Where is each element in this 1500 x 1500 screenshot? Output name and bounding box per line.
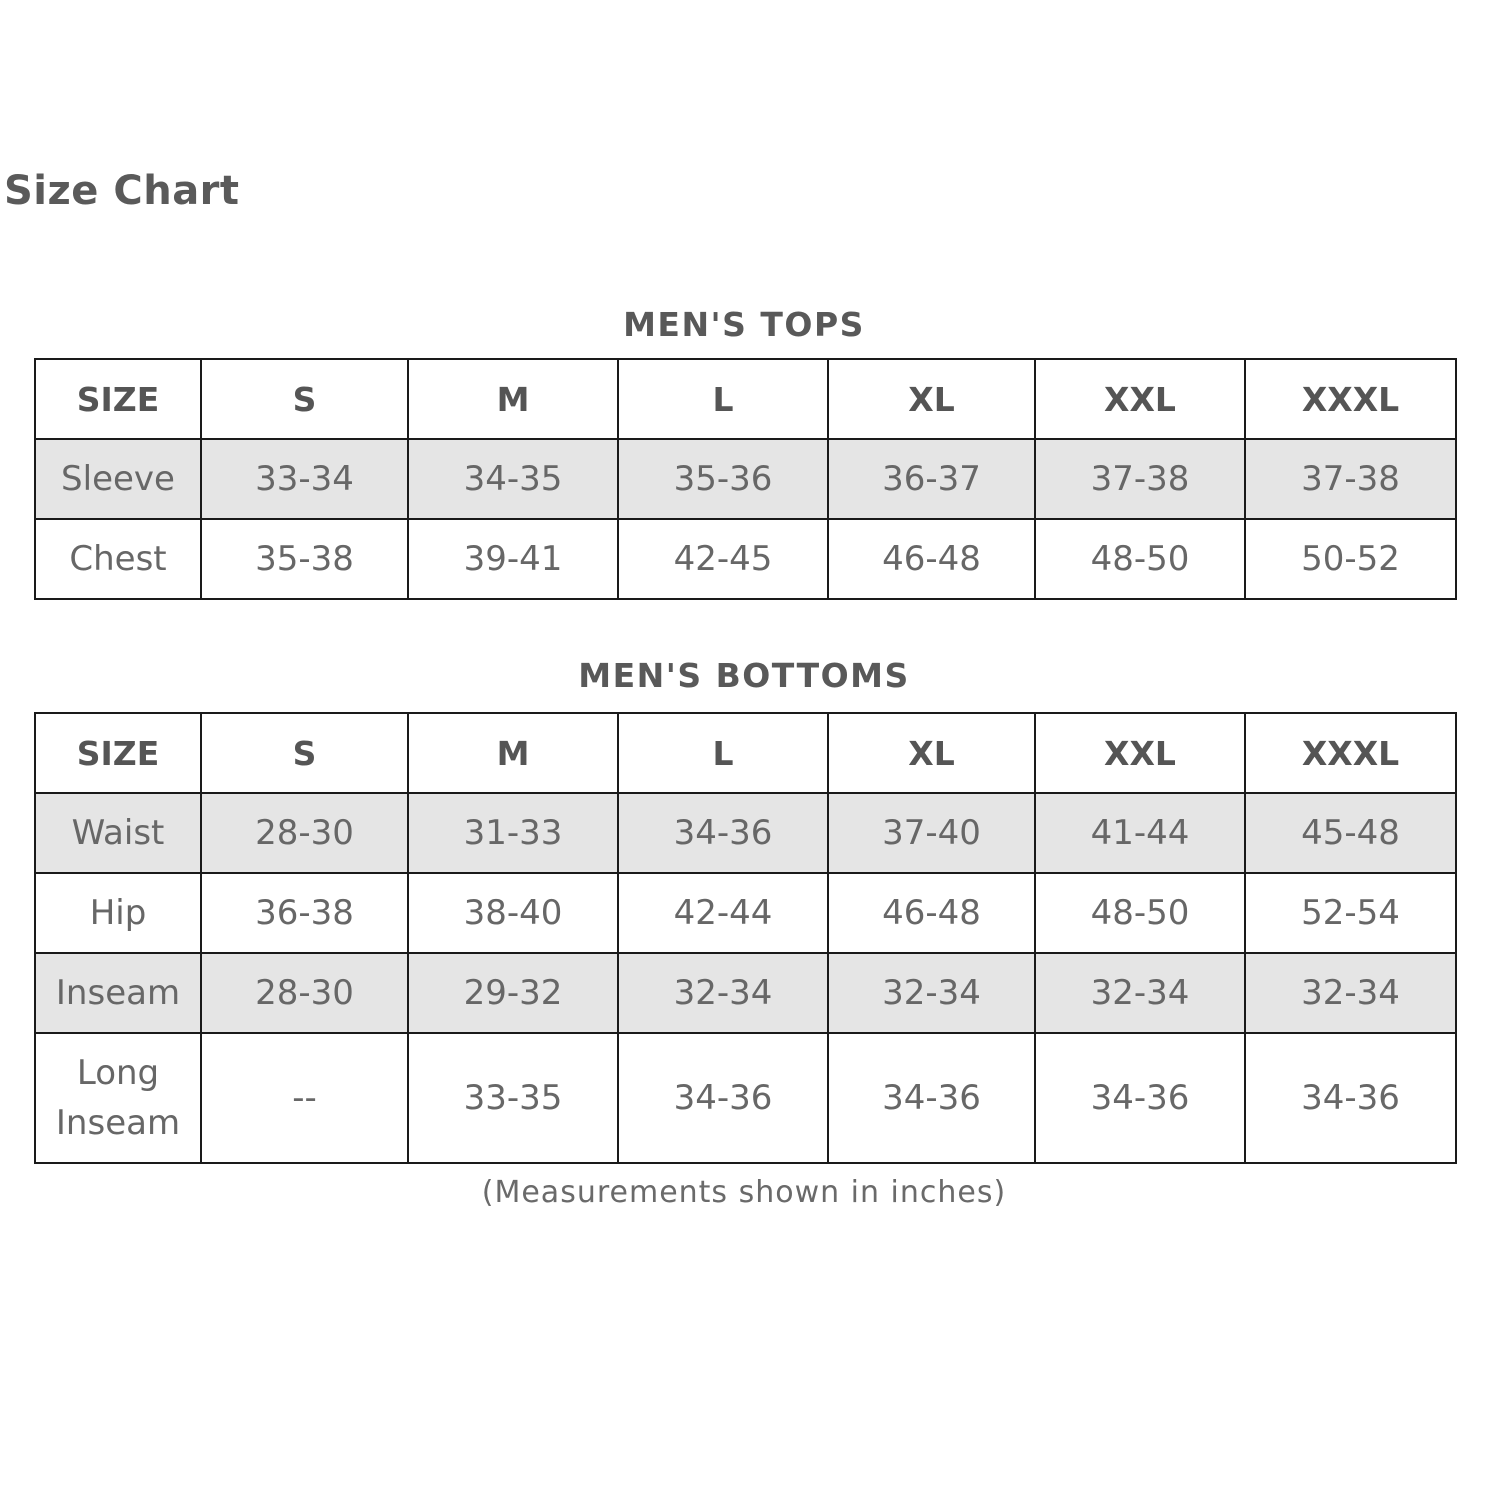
header-cell-xl: XL — [828, 359, 1035, 439]
table-cell: 45-48 — [1245, 793, 1456, 873]
table-cell: 35-36 — [618, 439, 828, 519]
table-cell: 38-40 — [408, 873, 618, 953]
header-cell-m: M — [408, 359, 618, 439]
table-cell: 29-32 — [408, 953, 618, 1033]
table-cell: 37-38 — [1245, 439, 1456, 519]
tops-section-title: MEN'S TOPS — [623, 305, 865, 344]
table-header-row — [35, 359, 1456, 439]
header-cell-s: S — [201, 713, 408, 793]
row-label: Chest — [35, 519, 201, 599]
table-cell: 34-36 — [1245, 1033, 1456, 1163]
table-row — [35, 439, 1456, 519]
table-cell: 32-34 — [828, 953, 1035, 1033]
table-cell: 32-34 — [1035, 953, 1245, 1033]
table-cell: 33-35 — [408, 1033, 618, 1163]
table-row — [35, 873, 1456, 953]
measurement-note: (Measurements shown in inches) — [481, 1175, 1007, 1210]
table-cell: 52-54 — [1245, 873, 1456, 953]
table-cell: 34-36 — [618, 793, 828, 873]
table-cell: 39-41 — [408, 519, 618, 599]
table-cell: 37-40 — [828, 793, 1035, 873]
bottoms-section-title: MEN'S BOTTOMS — [578, 656, 910, 695]
table-cell: 50-52 — [1245, 519, 1456, 599]
table-row — [35, 793, 1456, 873]
table-cell: 46-48 — [828, 519, 1035, 599]
page-title: Size Chart — [4, 168, 240, 214]
header-cell-xxl: XXL — [1035, 713, 1245, 793]
header-cell-size: SIZE — [35, 359, 201, 439]
row-label: Sleeve — [35, 439, 201, 519]
table-cell: 48-50 — [1035, 873, 1245, 953]
table-cell: 28-30 — [201, 793, 408, 873]
table-cell: 42-44 — [618, 873, 828, 953]
table-cell: 34-36 — [1035, 1033, 1245, 1163]
header-cell-xxl: XXL — [1035, 359, 1245, 439]
table-cell: 48-50 — [1035, 519, 1245, 599]
table-cell: 34-36 — [828, 1033, 1035, 1163]
header-cell-l: L — [618, 359, 828, 439]
table-cell: 32-34 — [1245, 953, 1456, 1033]
header-cell-size: SIZE — [35, 713, 201, 793]
header-cell-m: M — [408, 713, 618, 793]
table-header-row — [35, 713, 1456, 793]
table-cell: 28-30 — [201, 953, 408, 1033]
header-cell-xl: XL — [828, 713, 1035, 793]
table-row — [35, 519, 1456, 599]
table-cell: 32-34 — [618, 953, 828, 1033]
table-cell: 34-35 — [408, 439, 618, 519]
header-cell-s: S — [201, 359, 408, 439]
table-cell: 36-38 — [201, 873, 408, 953]
table-cell: 33-34 — [201, 439, 408, 519]
table-cell: -- — [201, 1033, 408, 1163]
table-cell: 35-38 — [201, 519, 408, 599]
tops-size-table — [34, 358, 1457, 600]
header-cell-l: L — [618, 713, 828, 793]
row-label: Long Inseam — [35, 1033, 201, 1163]
table-row — [35, 1033, 1456, 1163]
row-label: Waist — [35, 793, 201, 873]
table-cell: 36-37 — [828, 439, 1035, 519]
table-cell: 37-38 — [1035, 439, 1245, 519]
bottoms-size-table — [34, 712, 1457, 1164]
row-label: Hip — [35, 873, 201, 953]
table-cell: 42-45 — [618, 519, 828, 599]
header-cell-xxxl: XXXL — [1245, 713, 1456, 793]
table-row — [35, 953, 1456, 1033]
table-cell: 31-33 — [408, 793, 618, 873]
table-cell: 46-48 — [828, 873, 1035, 953]
header-cell-xxxl: XXXL — [1245, 359, 1456, 439]
table-cell: 41-44 — [1035, 793, 1245, 873]
table-cell: 34-36 — [618, 1033, 828, 1163]
row-label: Inseam — [35, 953, 201, 1033]
